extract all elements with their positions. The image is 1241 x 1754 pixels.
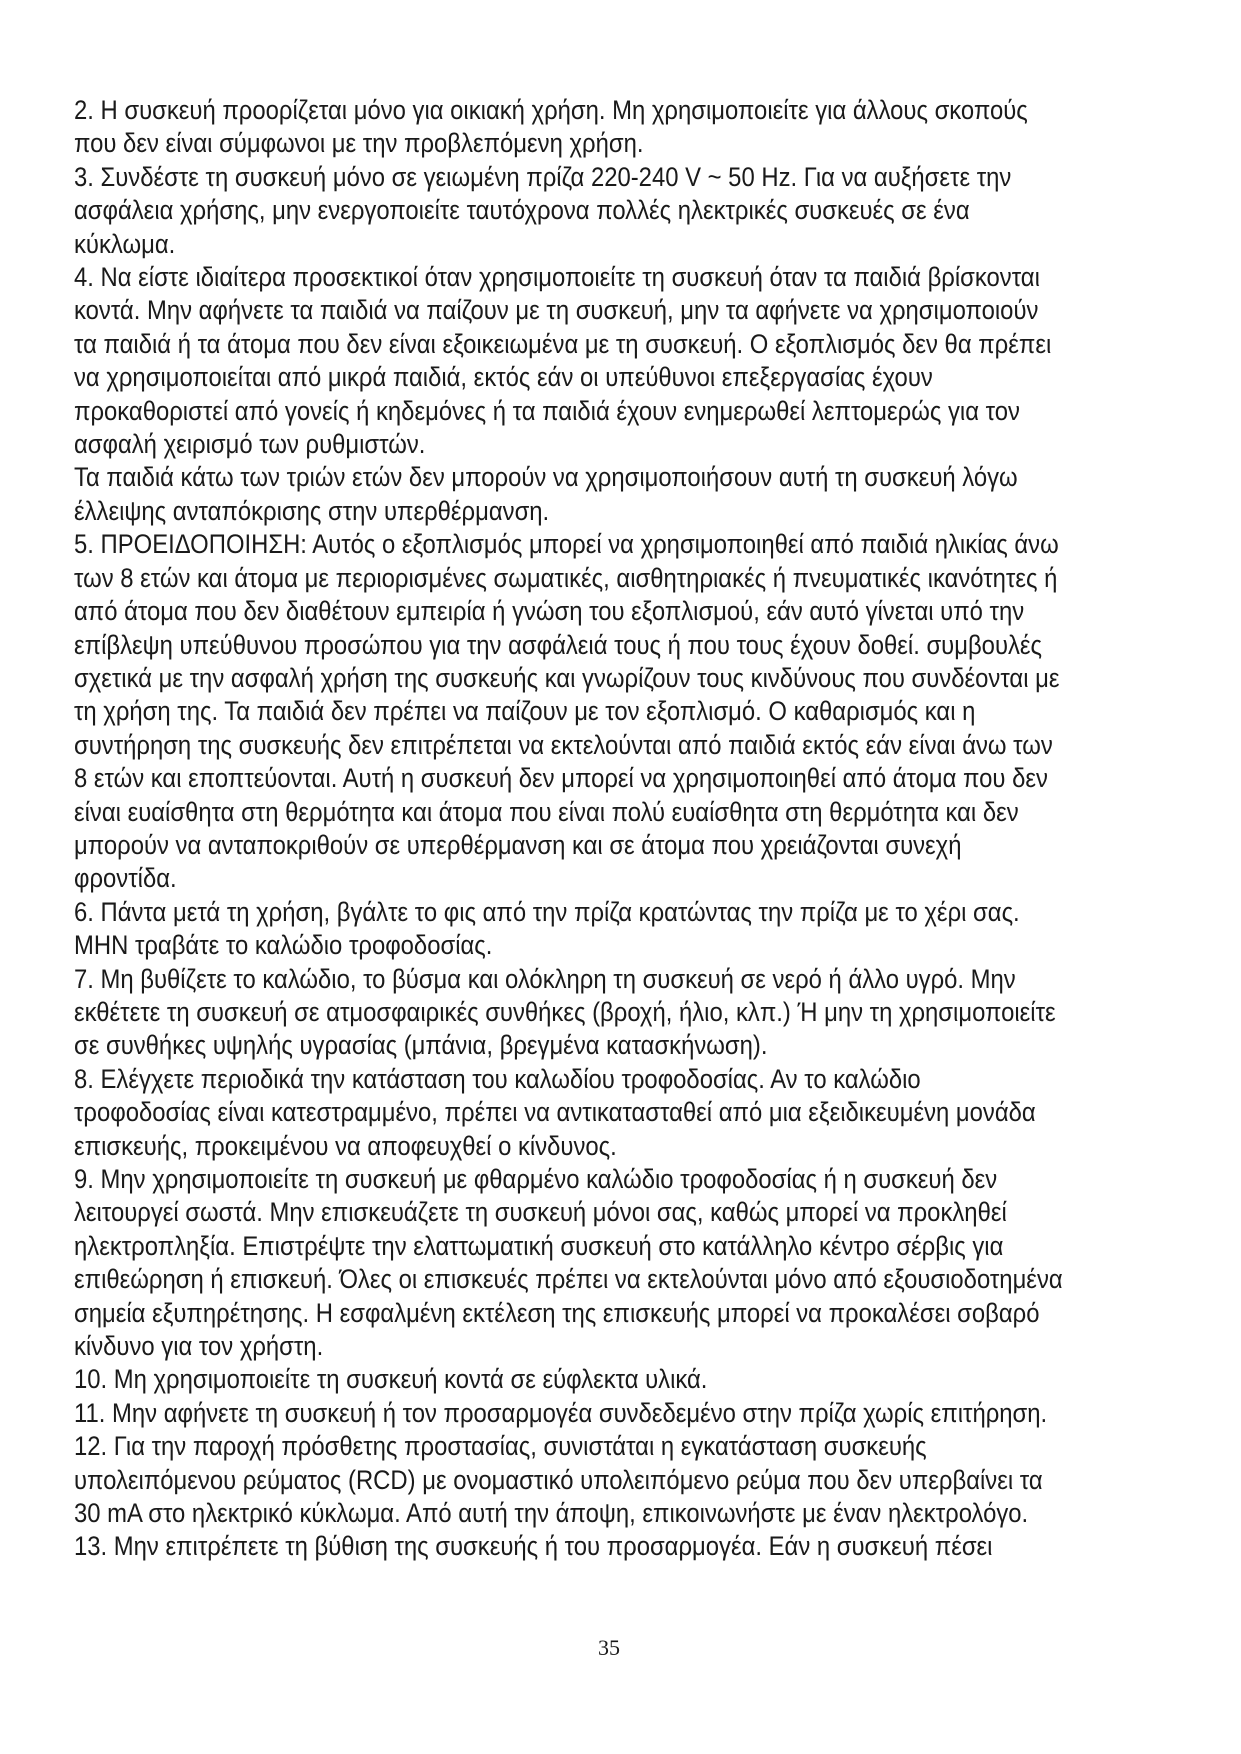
- paragraph-4-children-note: Τα παιδιά κάτω των τριών ετών δεν μπορούν να χρησιμοποιήσουν αυτή τη συσκευή λόγω έλλειψης ανταπόκρισης στην υπερθέρμανση.: [74, 462, 1018, 526]
- paragraph-3: 3. Συνδέστε τη συσκευή μόνο σε γειωμένη πρίζα 220-240 V ~ 50 Hz. Για να αυξήσετε την ασφάλεια χρήσης, μην ενεργοποιείτε ταυτόχρονα πολλές ηλεκτρικές συσκευές σε ένα κύκλωμα.: [74, 161, 1012, 259]
- paragraph-2: 2. Η συσκευή προορίζεται μόνο για οικιακή χρήση. Μη χρησιμοποιείτε για άλλους σκοπούς που δεν είναι σύμφωνοι με την προβλεπόμενη χρήση.: [74, 95, 1028, 159]
- paragraph-8: 8. Ελέγχετε περιοδικά την κατάσταση του καλωδίου τροφοδοσίας. Αν το καλώδιο τροφοδοσίας είναι κατεστραμμένο, πρέπει να αντικατασταθεί από μια εξειδικευμένη μονάδα επισκευής, προκειμένου να αποφευχθεί ο κίνδυνος.: [74, 1063, 1036, 1161]
- paragraph-13: 13. Μην επιτρέπετε τη βύθιση της συσκευής ή του προσαρμογέα. Εάν η συσκευή πέσει: [74, 1531, 993, 1562]
- document-body: [74, 94, 1064, 1564]
- paragraph-11: 11. Μην αφήνετε τη συσκευή ή τον προσαρμογέα συνδεδεμένο στην πρίζα χωρίς επιτήρηση.: [74, 1397, 1048, 1428]
- paragraph-5-warning: 5. ΠΡΟΕΙΔΟΠΟΙΗΣΗ: Αυτός ο εξοπλισμός μπορεί να χρησιμοποιηθεί από παιδιά ηλικίας άνω των 8 ετών και άτομα με περιορισμένες σωματικές, αισθητηριακές ή πνευματικές ικανότητες ή από άτομα που δεν διαθέτουν εμπειρία ή γνώση του εξοπλισμού, εάν αυτό γίνεται υπό την επίβλεψη υπεύθυνου προσώπου για την ασφάλειά τους ή που τους έχουν δοθεί. συμβουλές σχετικά με την ασφαλή χρήση της συσκευής και γνωρίζουν τους κινδύνους που συνδέονται με τη χρήση της. Τα παιδιά δεν πρέπει να παίζουν με τον εξοπλισμό. Ο καθαρισμός και η συντήρηση της συσκευής δεν επιτρέπεται να εκτελούνται από παιδιά εκτός εάν είναι άνω των 8 ετών και εποπτεύονται. Αυτή η συσκευή δεν μπορεί να χρησιμοποιηθεί από άτομα που δεν είναι ευαίσθητα στη θερμότητα και άτομα που είναι πολύ ευαίσθητα στη θερμότητα και δεν μπορούν να ανταποκριθούν σε υπερθέρμανση και σε άτομα που χρειάζονται συνεχή φροντίδα.: [74, 529, 1060, 894]
- paragraph-9: 9. Μην χρησιμοποιείτε τη συσκευή με φθαρμένο καλώδιο τροφοδοσίας ή η συσκευή δεν λειτουργεί σωστά. Μην επισκευάζετε τη συσκευή μόνοι σας, καθώς μπορεί να προκληθεί ηλεκτροπληξία. Επιστρέψτε την ελαττωματική συσκευή στο κατάλληλο κέντρο σέρβις για επιθεώρηση ή επισκευή. Όλες οι επισκευές πρέπει να εκτελούνται μόνο από εξουσιοδοτημένα σημεία εξυπηρέτησης. Η εσφαλμένη εκτέλεση της επισκευής μπορεί να προκαλέσει σοβαρό κίνδυνο για τον χρήστη.: [74, 1164, 1063, 1362]
- paragraph-7: 7. Μη βυθίζετε το καλώδιο, το βύσμα και ολόκληρη τη συσκευή σε νερό ή άλλο υγρό. Μην εκθέτετε τη συσκευή σε ατμοσφαιρικές συνθήκες (βροχή, ήλιο, κλπ.) Ή μην τη χρησιμοποιείτε σε συνθήκες υψηλής υγρασίας (μπάνια, βρεγμένα κατασκήνωση).: [74, 963, 1056, 1061]
- paragraph-10: 10. Μη χρησιμοποιείτε τη συσκευή κοντά σε εύφλεκτα υλικά.: [74, 1364, 708, 1395]
- page-number: 35: [598, 1635, 620, 1660]
- paragraph-12: 12. Για την παροχή πρόσθετης προστασίας, συνιστάται η εγκατάσταση συσκευής υπολειπόμενου ρεύματος (RCD) με ονομαστικό υπολειπόμενο ρεύμα που δεν υπερβαίνει τα 30 mA στο ηλεκτρικό κύκλωμα. Από αυτή την άποψη, επικοινωνήστε με έναν ηλεκτρολόγο.: [74, 1431, 1043, 1529]
- paragraph-4: 4. Να είστε ιδιαίτερα προσεκτικοί όταν χρησιμοποιείτε τη συσκευή όταν τα παιδιά βρίσκονται κοντά. Μην αφήνετε τα παιδιά να παίζουν με τη συσκευή, μην τα αφήνετε να χρησιμοποιούν τα παιδιά ή τα άτομα που δεν είναι εξοικειωμένα με τη συσκευή. Ο εξοπλισμός δεν θα πρέπει να χρησιμοποιείται από μικρά παιδιά, εκτός εάν οι υπεύθυνοι επεξεργασίας έχουν προκαθοριστεί από γονείς ή κηδεμόνες ή τα παιδιά έχουν ενημερωθεί λεπτομερώς για τον ασφαλή χειρισμό των ρυθμιστών.: [74, 262, 1052, 460]
- paragraph-6: 6. Πάντα μετά τη χρήση, βγάλτε το φις από την πρίζα κρατώντας την πρίζα με το χέρι σας. ΜΗΝ τραβάτε το καλώδιο τροφοδοσίας.: [74, 896, 1020, 961]
